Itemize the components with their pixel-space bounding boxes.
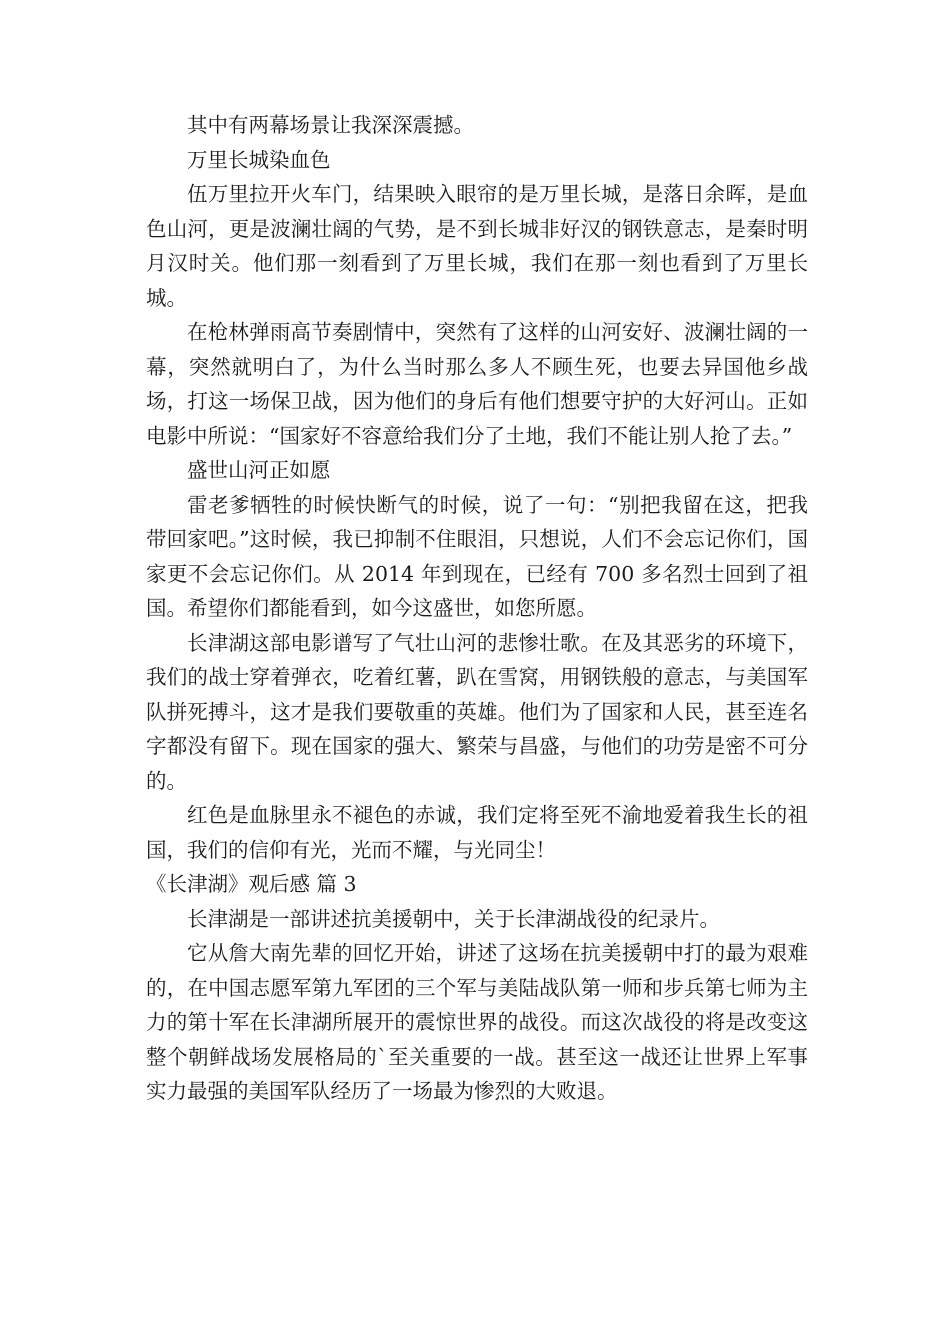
section-heading: 《长津湖》观后感 篇 3 (146, 872, 357, 896)
paragraph-section3-intro: 长津湖是一部讲述抗美援朝中，关于长津湖战役的纪录片。 (187, 906, 720, 931)
document-page (146, 108, 808, 1109)
paragraph-lei-laodie: 雷老爹牺牲的时候快断气的时候，说了一句：“别把我留在这，把我带回家吧。”这时候，我已抑制不住眼泪，只想说，人们不会忘记你们，国家更不会忘记你们。从 2014 年到现在，已经有 700 多名烈士回到了祖国。希望你们都能看到，如今这盛世，如您所愿。 (146, 492, 808, 620)
paragraph-heroes: 长津湖这部电影谱写了气壮山河的悲惨壮歌。在及其恶劣的环境下，我们的战士穿着弹衣，吃着红薯，趴在雪窝，用钢铁般的意志，与美国军队拼死搏斗，这才是我们要敬重的英雄。他们为了国家和人民，甚至连名字都没有留下。现在国家的强大、繁荣与昌盛，与他们的功劳是密不可分的。 (146, 630, 808, 793)
subheading-great-wall: 万里长城染血色 (187, 147, 331, 172)
paragraph-section3-body: 它从詹大南先辈的回忆开始，讲述了这场在抗美援朝中打的最为艰难的，在中国志愿军第九军团的三个军与美陆战队第一师和步兵第七师为主力的第十军在长津湖所展开的震惊世界的战役。而这次战役的将是改变这整个朝鲜战场发展格局的`至关重要的一战。甚至这一战还让世界上军事实力最强的美国军队经历了一场最为惨烈的大败退。 (146, 941, 808, 1103)
paragraph-great-wall: 伍万里拉开火车门，结果映入眼帘的是万里长城，是落日余晖，是血色山河，更是波澜壮阔的气势，是不到长城非好汉的钢铁意志，是秦时明月汉时关。他们那一刻看到了万里长城，我们在那一刻也看到了万里长城。 (146, 182, 808, 310)
paragraph-battle: 在枪林弹雨高节奏剧情中，突然有了这样的山河安好、波澜壮阔的一幕，突然就明白了，为什么当时那么多人不顾生死，也要去异国他乡战场，打这一场保卫战，因为他们的身后有他们想要守护的大好河山。正如电影中所说：“国家好不容意给我们分了土地，我们不能让别人抢了去。” (146, 320, 808, 448)
paragraph-intro: 其中有两幕场景让我深深震撼。 (187, 113, 474, 137)
subheading-prosperity: 盛世山河正如愿 (187, 458, 331, 482)
paragraph-red: 红色是血脉里永不褪色的赤诚，我们定将至死不渝地爱着我生长的祖国，我们的信仰有光，光而不耀，与光同尘！ (146, 803, 808, 862)
